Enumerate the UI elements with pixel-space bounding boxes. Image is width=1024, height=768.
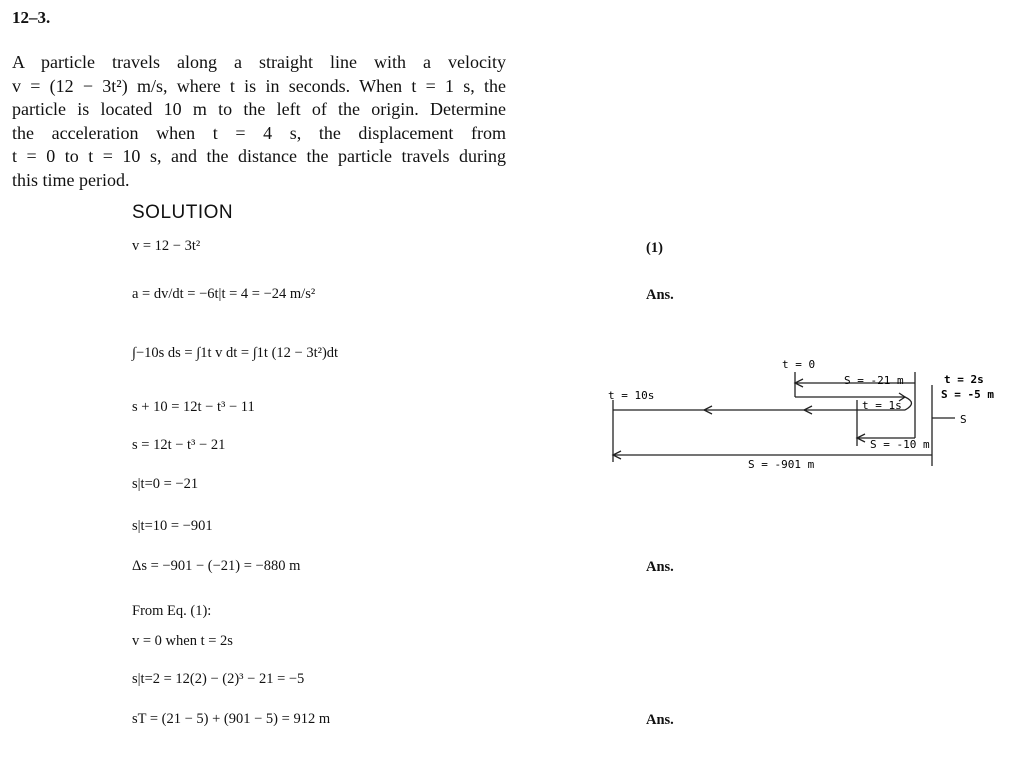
problem-line-5: t = 0 to t = 10 s, and the distance the particle travels during	[12, 146, 506, 166]
equation-velocity: v = 12 − 3t²	[132, 238, 201, 254]
problem-line-4: the acceleration when t = 4 s, the displacement from	[12, 122, 506, 143]
label-t2: t = 2s	[944, 373, 984, 386]
equation-integral: ∫−10s ds = ∫1t v dt = ∫1t (12 − 3t²)dt	[132, 345, 339, 361]
label-t10: t = 10s	[608, 389, 655, 402]
label-t1: t = 1s	[862, 399, 902, 412]
solution-heading: SOLUTION	[132, 202, 234, 223]
equation-acceleration: a = dv/dt = −6t|t = 4 = −24 m/s²	[132, 286, 316, 302]
problem-line-6: this time period.	[12, 169, 130, 190]
equation-s-at-t2: s|t=2 = 12(2) − (2)³ − 21 = −5	[132, 671, 305, 687]
equation-displacement: Δs = −901 − (−21) = −880 m	[132, 558, 301, 574]
equation-position: s = 12t − t³ − 21	[132, 437, 226, 453]
label-s10: S = -10 m	[870, 438, 930, 451]
label-t0: t = 0	[782, 358, 816, 371]
path-turnaround	[905, 397, 912, 410]
problem-line-1: A particle travels along a straight line with a velocity	[12, 52, 506, 72]
from-eq-1: From Eq. (1):	[132, 603, 212, 619]
problem-line-3: particle is located 10 m to the left of the origin. Determine	[12, 99, 506, 119]
answer-tag-distance: Ans.	[646, 712, 674, 728]
answer-tag-acceleration: Ans.	[646, 287, 674, 303]
label-s21: S = -21 m	[844, 374, 904, 387]
equation-total-distance: sT = (21 − 5) + (901 − 5) = 912 m	[132, 711, 331, 727]
equation-integrated: s + 10 = 12t − t³ − 11	[132, 399, 255, 415]
label-s5: S = -5 m	[941, 388, 994, 401]
equation-s-at-t10: s|t=10 = −901	[132, 518, 213, 534]
problem-line-2: v = (12 − 3t²) m/s, where t is in seconds. When t = 1 s, the	[12, 75, 506, 96]
label-s-axis: S	[960, 413, 967, 426]
problem-number: 12–3.	[12, 8, 51, 27]
equation-v-zero: v = 0 when t = 2s	[132, 633, 233, 649]
label-s901: S = -901 m	[748, 458, 815, 471]
equation-s-at-t0: s|t=0 = −21	[132, 476, 199, 492]
answer-tag-displacement: Ans.	[646, 559, 674, 575]
equation-tag-1: (1)	[646, 240, 663, 256]
